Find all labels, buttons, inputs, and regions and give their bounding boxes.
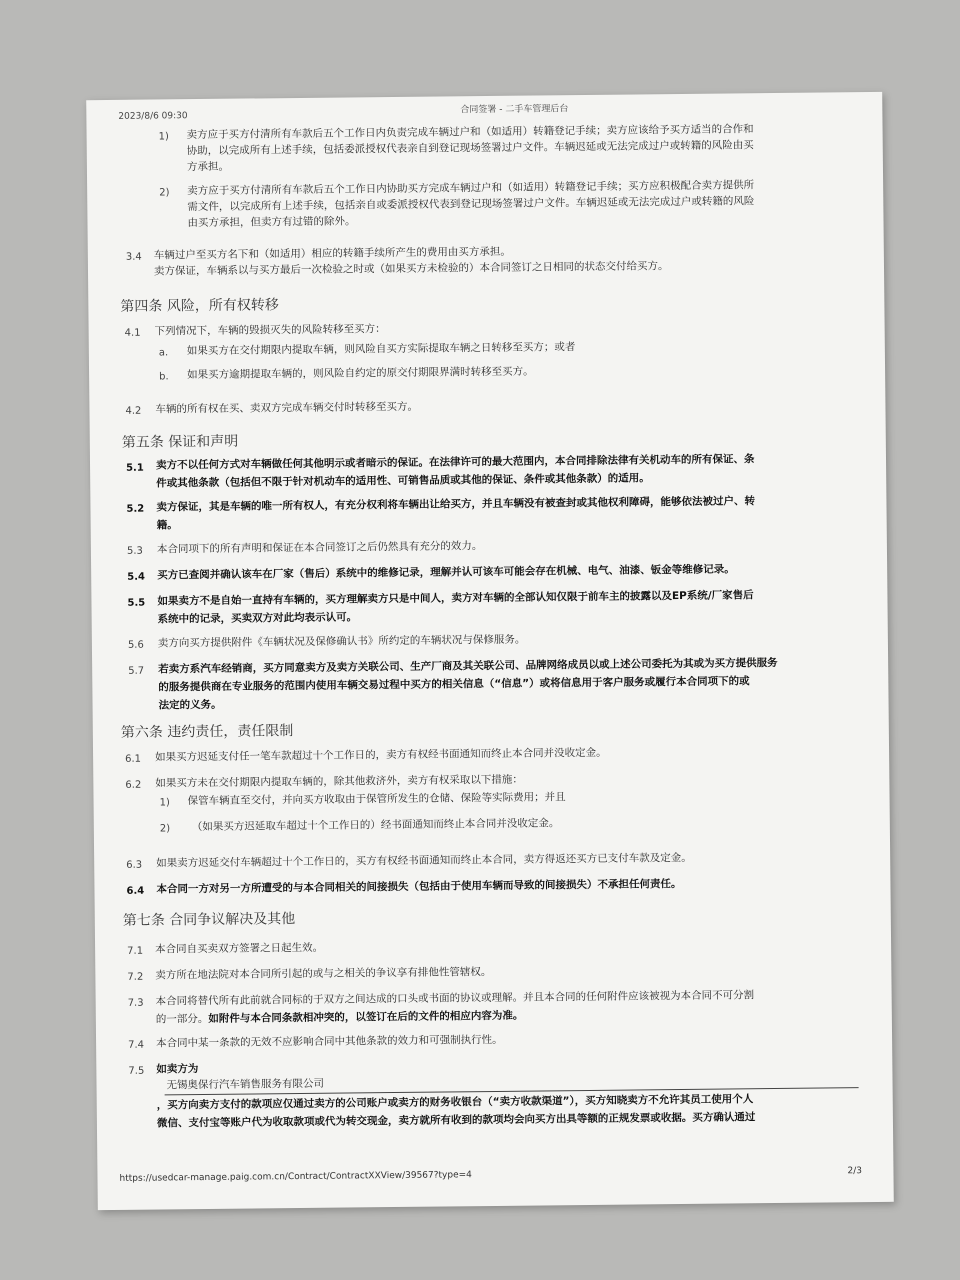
clause-7-4-text: 本合同中某一条款的无效不应影响合同中其他条款的效力和可强制执行性。 xyxy=(156,1033,503,1050)
section-6-heading: 第六条 违约责任，责任限制 xyxy=(120,723,294,741)
clause-6-3-text: 如果卖方迟延交付车辆超过十个工作日的，买方有权经书面通知而终止本合同，卖方得返还买方已支付车款及定金。 xyxy=(156,851,692,870)
clause-6-2-text: 如果买方未在交付期限内提取车辆的，除其他救济外，卖方有权采取以下措施： xyxy=(155,773,523,790)
clause-7-1-number: 7.1 xyxy=(127,945,144,957)
clause-5-5-number: 5.5 xyxy=(127,597,146,609)
clause-4-2-number: 4.2 xyxy=(125,405,142,417)
clause-4-1-a-text: 如果买方在交付期限内提取车辆，则风险自买方实际提取车辆之日转移至买方；或者 xyxy=(186,341,576,358)
clause-3-4-number: 3.4 xyxy=(125,251,142,263)
page-number: 2/3 xyxy=(847,1166,863,1177)
clause-6-2-number: 6.2 xyxy=(125,779,142,791)
clause-7-3-line2-bold: 如附件与本合同条款相冲突的，以签订在后的文件的相应内容为准。 xyxy=(208,1009,524,1025)
section-5-heading: 第五条 保证和声明 xyxy=(121,433,239,451)
clause-7-3-line2 xyxy=(156,1008,524,1028)
clause-5-7-number: 5.7 xyxy=(128,665,145,677)
clause-5-5-line: 系统中的记录，买卖双方对此均表示认可。 xyxy=(157,611,358,626)
clause-5-5-line: 如果卖方不是自始一直持有车辆的，买方理解卖方只是中间人，卖方对车辆的全部认知仅限于前车主的披露以及EP系统/厂家售后 xyxy=(157,589,754,608)
clause-5-7-line: 法定的义务。 xyxy=(158,698,222,712)
clause-3-3-2-line: 需文件，以完成所有上述手续，包括亲自或委派授权代表到登记现场签署过户文件。车辆迟延或无法完成过户或转籍的风险 xyxy=(187,195,755,214)
clause-5-4-number: 5.4 xyxy=(127,571,145,583)
clause-6-2-2-text: （如果买方迟延取车超过十个工作日的）经书面通知而终止本合同并没收定金。 xyxy=(191,817,560,834)
clause-7-5-line: 微信、支付宝等账户代为收取款项或代为转交现金，卖方就所有收到的款项均会向买方出具等额的正规发票或收据。买方确认通过 xyxy=(156,1111,756,1130)
clause-5-1-line: 件或其他条款（包括但不限于针对机动车的适用性、可销售品质或其他的保证、条件或其他条款）的适用。 xyxy=(156,472,650,490)
clause-7-3-line2-plain: 的一部分。 xyxy=(155,1012,209,1026)
footer-url: https://usedcar-manage.paig.com.cn/Contract/ContractXXView/39567?type=4 xyxy=(119,1170,472,1184)
clause-7-2-text: 卖方所在地法院对本合同所引起的或与之相关的争议享有排他性管辖权。 xyxy=(155,966,492,982)
clause-6-2-1-text: 保管车辆直至交付，并向买方收取由于保管所发生的仓储、保险等实际费用；并且 xyxy=(187,791,566,808)
clause-5-2-line: 籍。 xyxy=(156,519,178,532)
clause-4-1-b-text: 如果买方逾期提取车辆的，则风险自约定的原交付期限界满时转移至买方。 xyxy=(187,365,534,382)
clause-5-6-number: 5.6 xyxy=(127,639,144,651)
clause-3-3-1-line: 协助，以完成所有上述手续，包括委派授权代表亲自到登记现场签署过户文件。车辆迟延或无法完成过户或转籍的风险由买 xyxy=(186,139,754,158)
clause-5-3-text: 本合同项下的所有声明和保证在本合同签订之后仍然具有充分的效力。 xyxy=(156,540,483,556)
clause-4-1-a-number: a. xyxy=(158,347,169,359)
clause-5-3-number: 5.3 xyxy=(126,545,143,557)
clause-7-2-number: 7.2 xyxy=(127,971,144,983)
clause-7-5-number: 7.5 xyxy=(128,1065,145,1077)
clause-7-3-line: 本合同将替代所有此前就合同标的于双方之间达成的口头或书面的协议或理解。并且本合同的任何附件应该被视为本合同不可分割 xyxy=(155,989,755,1008)
clause-5-7-line: 的服务提供商在专业服务的范围内使用车辆交易过程中买方的相关信息（“信息”）或将信息用于客户服务或履行本合同项下的或 xyxy=(158,675,750,694)
print-title: 合同签署 - 二手车管理后台 xyxy=(460,104,569,116)
section-7-heading: 第七条 合同争议解决及其他 xyxy=(122,911,296,929)
clause-3-3-1-line: 卖方应于买方付清所有车款后五个工作日内负责完成车辆过户和（如适用）转籍登记手续；卖方应该给予买方适当的合作和 xyxy=(186,123,754,142)
clause-4-2-text: 车辆的所有权在买、卖双方完成车辆交付时转移至买方。 xyxy=(155,400,419,416)
clause-4-1-b-number: b. xyxy=(159,371,169,383)
contract-page xyxy=(86,92,894,1210)
clause-3-3-2-line: 卖方应于买方付清所有车款后五个工作日内协助买方完成车辆过户和（如适用）转籍登记手续；买方应积极配合卖方提供所 xyxy=(187,179,755,198)
clause-3-4-line: 车辆过户至买方名下和（如适用）相应的转籍手续所产生的费用由买方承担。 xyxy=(153,245,511,262)
clause-7-1-text: 本合同自买卖双方签署之日起生效。 xyxy=(155,941,324,956)
clause-5-1-line: 卖方不以任何方式对车辆做任何其他明示或者暗示的保证。在法律许可的最大范围内，本合同排除法律有关机动车的所有保证、条 xyxy=(155,453,755,472)
clause-5-2-line: 卖方保证，其是车辆的唯一所有权人，有充分权利将车辆出让给买方，并且车辆没有被查封或其他权利障碍，能够依法被过户、转 xyxy=(156,495,756,514)
clause-4-1-number: 4.1 xyxy=(124,327,141,339)
clause-4-1-text: 下列情况下，车辆的毁损灭失的风险转移至买方： xyxy=(154,323,386,338)
clause-3-4-line: 卖方保证，车辆系以与买方最后一次检验之时或（如果买方未检验的）本合同签订之日相同的状态交付给买方。 xyxy=(153,260,669,278)
clause-5-2-number: 5.2 xyxy=(126,503,145,515)
clause-6-1-text: 如果买方迟延支付任一笔车款超过十个工作日的，卖方有权经书面通知而终止本合同并没收定金。 xyxy=(155,746,607,764)
clause-7-4-number: 7.4 xyxy=(128,1039,145,1051)
clause-7-5-label: 如卖方为 xyxy=(156,1063,199,1076)
clause-6-2-2-number: 2) xyxy=(159,823,171,835)
section-4-heading: 第四条 风险，所有权转移 xyxy=(120,297,279,315)
clause-3-3-1-number: 1) xyxy=(158,131,169,143)
clause-5-7-line: 若卖方系汽车经销商，买方同意卖方及卖方关联公司、生产厂商及其关联公司、品牌网络成员以或上述公司委托为其或为买方提供服务 xyxy=(158,656,778,676)
clause-6-2-1-number: 1) xyxy=(159,797,170,809)
clause-7-5-line: ，买方向卖方支付的款项应仅通过卖方的公司账户或卖方的财务收银台（“卖方收款渠道”），买方知晓卖方不允许其员工使用个人 xyxy=(156,1093,754,1112)
clause-5-1-number: 5.1 xyxy=(126,462,144,474)
clause-5-6-text: 卖方向买方提供附件《车辆状况及保修确认书》所约定的车辆状况与保修服务。 xyxy=(157,633,526,650)
clause-6-4-number: 6.4 xyxy=(126,885,145,897)
clause-5-4-text: 买方已查阅并确认该车在厂家（售后）系统中的维修记录，理解并认可该车可能会存在机械、电气、油漆、钣金等维修记录。 xyxy=(157,563,735,582)
clause-6-3-number: 6.3 xyxy=(126,859,143,871)
clause-6-4-text: 本合同一方对另一方所遭受的与本合同相关的间接损失（包括由于使用车辆而导致的间接损失）不承担任何责任。 xyxy=(156,878,682,896)
clause-7-3-number: 7.3 xyxy=(127,997,144,1009)
clause-6-1-number: 6.1 xyxy=(125,753,142,765)
clause-3-3-2-line: 由买方承担，但卖方有过错的除外。 xyxy=(187,215,356,230)
print-date: 2023/8/6 09:30 xyxy=(118,111,188,122)
clause-3-3-1-line: 方承担。 xyxy=(186,160,229,174)
seller-company-name: 无锡奥保行汽车销售服务有限公司 xyxy=(166,1077,325,1092)
clause-3-3-2-number: 2) xyxy=(159,187,170,199)
